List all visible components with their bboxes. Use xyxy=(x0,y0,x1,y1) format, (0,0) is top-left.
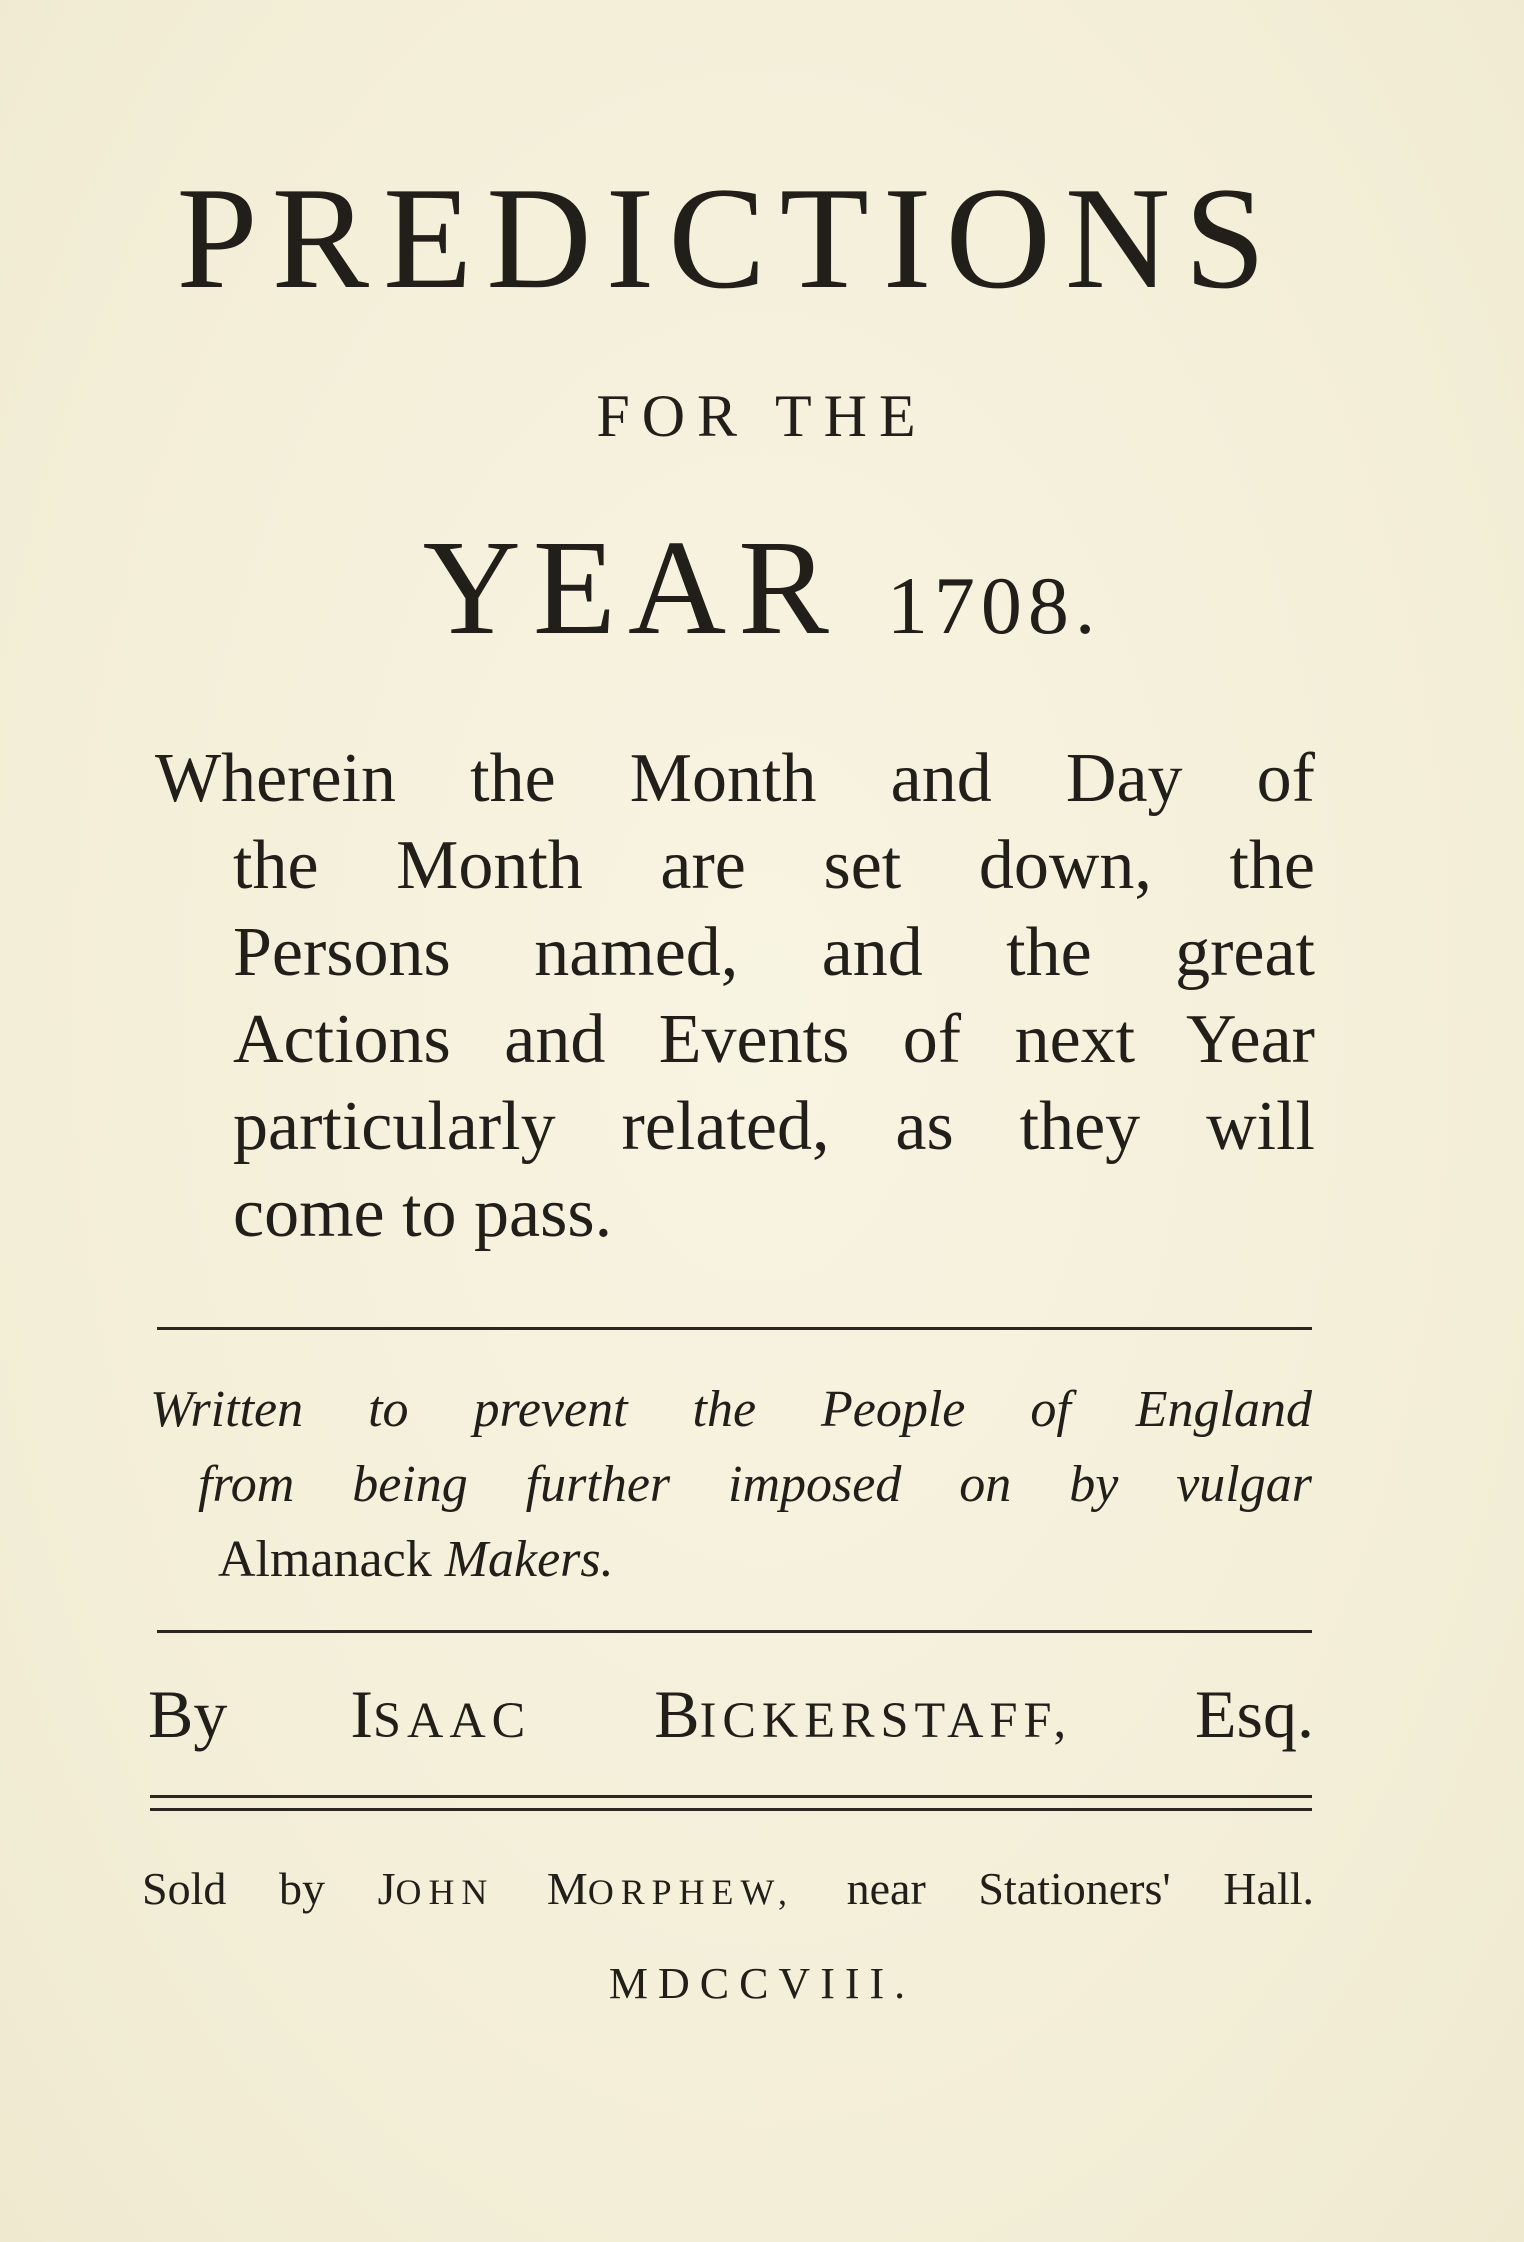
purpose-makers: Makers. xyxy=(444,1531,614,1588)
purpose-line: Written to prevent the People of England xyxy=(150,1381,1312,1438)
imprint-line xyxy=(142,1863,1315,1914)
purpose-line: from being further imposed on by vulgar xyxy=(198,1456,1312,1513)
purpose-paragraph xyxy=(150,1372,1312,1597)
description-line: Persons named, and the great xyxy=(233,914,1315,991)
author-last-name: BICKERSTAFF, xyxy=(654,1676,1073,1752)
purpose-almanack: Almanack xyxy=(218,1531,432,1588)
description-paragraph xyxy=(155,735,1315,1257)
description-line: Wherein the Month and Day of xyxy=(155,740,1315,817)
purpose-line xyxy=(150,1522,1312,1597)
main-title: PREDICTIONS xyxy=(176,157,1280,319)
description-line: particularly related, as they will xyxy=(233,1088,1315,1165)
author-suffix: Esq. xyxy=(1195,1676,1315,1752)
double-rule xyxy=(150,1795,1312,1811)
imprint-location: near Stationers' Hall. xyxy=(846,1863,1315,1914)
description-line: the Month are set down, the xyxy=(233,827,1315,904)
description-line: Actions and Events of next Year xyxy=(233,1001,1315,1078)
author-by: By xyxy=(148,1676,228,1752)
year-heading xyxy=(0,513,1524,663)
author-line xyxy=(148,1676,1315,1752)
author-first-name: ISAAC xyxy=(350,1676,532,1752)
year-word: YEAR xyxy=(422,513,841,663)
divider-rule xyxy=(157,1327,1312,1330)
subtitle: FOR THE xyxy=(596,383,928,449)
imprint-seller-first: JOHN xyxy=(377,1863,495,1914)
divider-rule xyxy=(157,1630,1312,1633)
imprint-seller-last: MORPHEW, xyxy=(546,1863,794,1914)
publication-date: MDCCVIII. xyxy=(608,1959,916,2008)
year-number: 1708. xyxy=(886,560,1102,651)
description-line: come to pass. xyxy=(233,1175,613,1252)
imprint-sold-by: Sold by xyxy=(142,1863,325,1914)
